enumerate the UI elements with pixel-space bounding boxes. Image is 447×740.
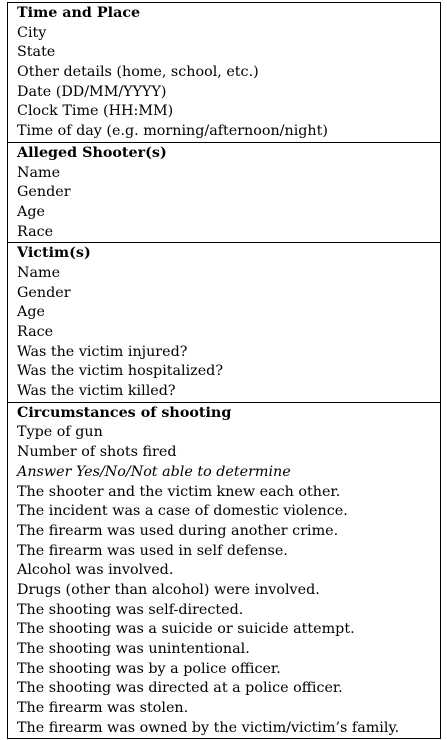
field-victim-age: Age	[17, 304, 45, 321]
field-victim-name: Name	[17, 264, 61, 281]
field-other-details: Other details (home, school, etc.)	[17, 64, 259, 81]
field-unintentional: The shooting was unintentional.	[17, 641, 250, 657]
annotation-schema-table	[7, 2, 441, 739]
field-state: State	[17, 44, 56, 61]
field-alcohol: Alcohol was involved.	[17, 562, 174, 579]
section-circumstances	[8, 403, 440, 739]
field-shooter-race: Race	[17, 223, 54, 240]
field-type-of-gun: Type of gun	[17, 424, 103, 441]
answer-instruction: Answer Yes/No/Not able to determine	[17, 463, 291, 480]
field-time-of-day: Time of day (e.g. morning/afternoon/night)	[17, 123, 328, 140]
section-title: Alleged Shooter(s)	[17, 144, 167, 161]
section-title: Victim(s)	[17, 245, 91, 262]
field-shooter-name: Name	[17, 164, 61, 181]
field-by-police: The shooting was by a police officer.	[17, 660, 281, 677]
field-firearm-stolen: The firearm was stolen.	[17, 700, 189, 717]
field-shooter-age: Age	[17, 203, 45, 220]
section-alleged-shooter	[8, 143, 440, 243]
field-victim-hospitalized: Was the victim hospitalized?	[17, 363, 223, 380]
field-victim-race: Race	[17, 324, 54, 340]
field-victim-injured: Was the victim injured?	[17, 343, 188, 360]
section-time-and-place	[8, 3, 440, 143]
field-shooter-gender: Gender	[17, 184, 71, 201]
field-knew-each-other: The shooter and the victim knew each other.	[17, 483, 341, 500]
section-title: Time and Place	[17, 5, 141, 21]
section-victims	[8, 243, 440, 403]
field-at-police: The shooting was directed at a police officer.	[17, 680, 343, 697]
field-domestic-violence: The incident was a case of domestic violence.	[17, 503, 348, 520]
field-victim-killed: Was the victim killed?	[17, 383, 176, 400]
field-victim-gender: Gender	[17, 284, 71, 301]
field-suicide: The shooting was a suicide or suicide attempt.	[17, 621, 355, 638]
field-drugs: Drugs (other than alcohol) were involved.	[17, 581, 320, 598]
field-number-of-shots: Number of shots fired	[17, 444, 177, 461]
field-another-crime: The firearm was used during another crime.	[17, 522, 339, 539]
field-date: Date (DD/MM/YYYY)	[17, 83, 167, 100]
field-self-defense: The firearm was used in self defense.	[17, 542, 288, 559]
section-title: Circumstances of shooting	[17, 404, 232, 421]
field-self-directed: The shooting was self-directed.	[17, 601, 244, 618]
field-firearm-owned-by-victim: The firearm was owned by the victim/victim’s family.	[17, 719, 400, 736]
field-city: City	[17, 24, 47, 41]
field-clock-time: Clock Time (HH:MM)	[17, 103, 174, 120]
